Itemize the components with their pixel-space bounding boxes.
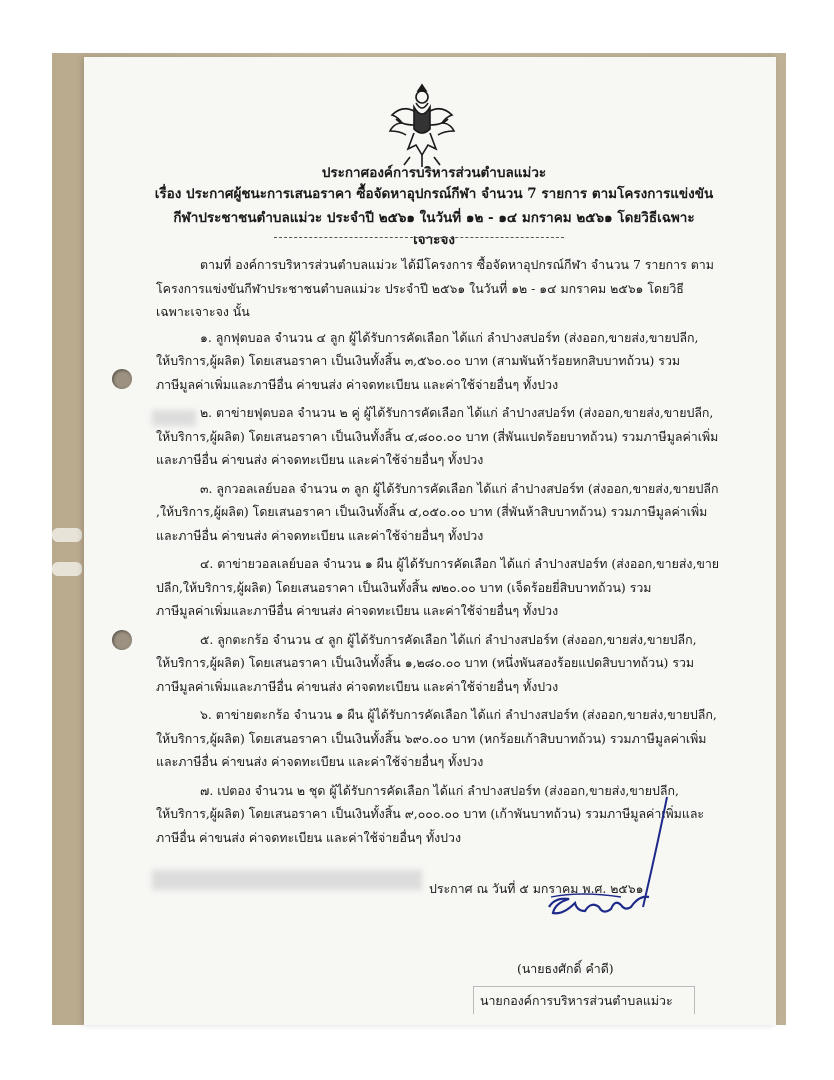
item-line: ๓. ลูกวอลเลย์บอล จำนวน ๓ ลูก ผู้ได้รับการคัดเลือก ได้แก่ ลำปางสปอร์ท (ส่งออก,ขายส่ง,ขายปลีก — [200, 480, 719, 496]
intro-line: โครงการแข่งขันกีฬาประชาชนตำบลแม่วะ ประจำปี ๒๕๖๑ ในวันที่ ๑๒ - ๑๔ มกราคม ๒๕๖๑ โดยวิธี — [156, 280, 684, 296]
item-line: ๒. ตาข่ายฟุตบอล จำนวน ๒ คู่ ผู้ได้รับการคัดเลือก ได้แก่ ลำปางสปอร์ท (ส่งออก,ขายส่ง,ขายปลีก, — [200, 405, 714, 420]
org-header: ประกาศองค์การบริหารส่วนตำบลแม่วะ — [321, 165, 547, 181]
date-line: ประกาศ ณ วันที่ ๕ มกราคม พ.ศ. ๒๕๖๑ — [429, 881, 644, 896]
header-divider — [274, 237, 564, 238]
light-glare — [52, 528, 82, 542]
light-glare — [52, 562, 82, 576]
redaction — [152, 870, 422, 890]
signer-title: นายกองค์การบริหารส่วนตำบลแม่วะ — [473, 986, 695, 1014]
item-line: ๖. ตาข่ายตะกร้อ จำนวน ๑ ผืน ผู้ได้รับการคัดเลือก ได้แก่ ลำปางสปอร์ท (ส่งออก,ขายส่ง,ขายปลีก, — [200, 707, 717, 722]
item-line: ให้บริการ,ผู้ผลิต) โดยเสนอราคา เป็นเงินทั้งสิ้น ๖๙๐.๐๐ บาท (หกร้อยเก้าสิบบาทถ้วน) รวมภาษีมูลค่าเพิ่ม — [156, 730, 707, 746]
item-line: ให้บริการ,ผู้ผลิต) โดยเสนอราคา เป็นเงินทั้งสิ้น ๙,๐๐๐.๐๐ บาท (เก้าพันบาทถ้วน) รวมภาษีมูลค่าเพิ่มและ — [156, 806, 705, 821]
item-line: และภาษีอื่น ค่าขนส่ง ค่าจดทะเบียน และค่าใช้จ่ายอื่นๆ ทั้งปวง — [156, 452, 484, 467]
item-line: และภาษีอื่น ค่าขนส่ง ค่าจดทะเบียน และค่าใช้จ่ายอื่นๆ ทั้งปวง — [156, 527, 484, 543]
subject-line: กีฬาประชาชนตำบลแม่วะ ประจำปี ๒๕๖๑ ในวันที่ ๑๒ - ๑๔ มกราคม ๒๕๖๑ โดยวิธีเฉพาะเจาะจง — [173, 210, 695, 248]
redaction — [152, 410, 196, 426]
subject-line: เรื่อง ประกาศผู้ชนะการเสนอราคา ซื้อจัดหาอุปกรณ์กีฬา จำนวน 7 รายการ ตามโครงการแข่งขัน — [154, 186, 714, 202]
item-line: ให้บริการ,ผู้ผลิต) โดยเสนอราคา เป็นเงินทั้งสิ้น ๑,๒๘๐.๐๐ บาท (หนึ่งพันสองร้อยแปดสิบบาทถ้วน) รวม — [156, 655, 695, 670]
item-line: ปลีก,ให้บริการ,ผู้ผลิต) โดยเสนอราคา เป็นเงินทั้งสิ้น ๗๒๐.๐๐ บาท (เจ็ดร้อยยี่สิบบาทถ้วน) รวม — [156, 579, 652, 595]
item-line: ให้บริการ,ผู้ผลิต) โดยเสนอราคา เป็นเงินทั้งสิ้น ๔,๘๐๐.๐๐ บาท (สี่พันแปดร้อยบาทถ้วน) รวมภาษีมูลค่าเพิ่ม — [156, 428, 719, 444]
punch-hole — [112, 369, 132, 389]
intro-line: ตามที่ องค์การบริหารส่วนตำบลแม่วะ ได้มีโครงการ ซื้อจัดหาอุปกรณ์กีฬา จำนวน 7 รายการ ตาม — [200, 257, 714, 272]
item-line: ๕. ลูกตะกร้อ จำนวน ๔ ลูก ผู้ได้รับการคัดเลือก ได้แก่ ลำปางสปอร์ท (ส่งออก,ขายส่ง,ขายปลีก, — [200, 631, 697, 647]
punch-hole — [112, 630, 132, 650]
item-line: ภาษีมูลค่าเพิ่มและภาษีอื่น ค่าขนส่ง ค่าจดทะเบียน และค่าใช้จ่ายอื่นๆ ทั้งปวง — [156, 678, 559, 694]
item-line: ๑. ลูกฟุตบอล จำนวน ๔ ลูก ผู้ได้รับการคัดเลือก ได้แก่ ลำปางสปอร์ท (ส่งออก,ขายส่ง,ขายปลีก, — [200, 329, 699, 345]
signer-name: (นายธงศักดิ์ คำดี) — [517, 961, 614, 976]
item-line: และภาษีอื่น ค่าขนส่ง ค่าจดทะเบียน และค่าใช้จ่ายอื่นๆ ทั้งปวง — [156, 754, 484, 769]
item-line: ภาษีอื่น ค่าขนส่ง ค่าจดทะเบียน และค่าใช้จ่ายอื่นๆ ทั้งปวง — [156, 829, 462, 845]
item-line: ,ให้บริการ,ผู้ผลิต) โดยเสนอราคา เป็นเงินทั้งสิ้น ๔,๐๕๐.๐๐ บาท (สี่พันห้าสิบบาทถ้วน) รวมภาษีมูลค่าเพิ่ม — [156, 504, 708, 519]
item-line: ๔. ตาข่ายวอลเลย์บอล จำนวน ๑ ผืน ผู้ได้รับการคัดเลือก ได้แก่ ลำปางสปอร์ท (ส่งออก,ขายส่ง,ขาย — [200, 556, 720, 571]
document-page — [84, 57, 776, 1025]
intro-line: เฉพาะเจาะจง นั้น — [156, 304, 250, 319]
item-line: ภาษีมูลค่าเพิ่มและภาษีอื่น ค่าขนส่ง ค่าจดทะเบียน และค่าใช้จ่ายอื่นๆ ทั้งปวง — [156, 376, 559, 392]
garuda-emblem-icon — [384, 77, 460, 169]
item-line: ภาษีมูลค่าเพิ่มและภาษีอื่น ค่าขนส่ง ค่าจดทะเบียน และค่าใช้จ่ายอื่นๆ ทั้งปวง — [156, 603, 559, 618]
signature — [539, 787, 689, 927]
item-line: ให้บริการ,ผู้ผลิต) โดยเสนอราคา เป็นเงินทั้งสิ้น ๓,๕๖๐.๐๐ บาท (สามพันห้าร้อยหกสิบบาทถ้วน) รวม — [156, 353, 681, 368]
item-line: ๗. เปตอง จำนวน ๒ ชุด ผู้ได้รับการคัดเลือก ได้แก่ ลำปางสปอร์ท (ส่งออก,ขายส่ง,ขายปลีก, — [200, 782, 679, 798]
